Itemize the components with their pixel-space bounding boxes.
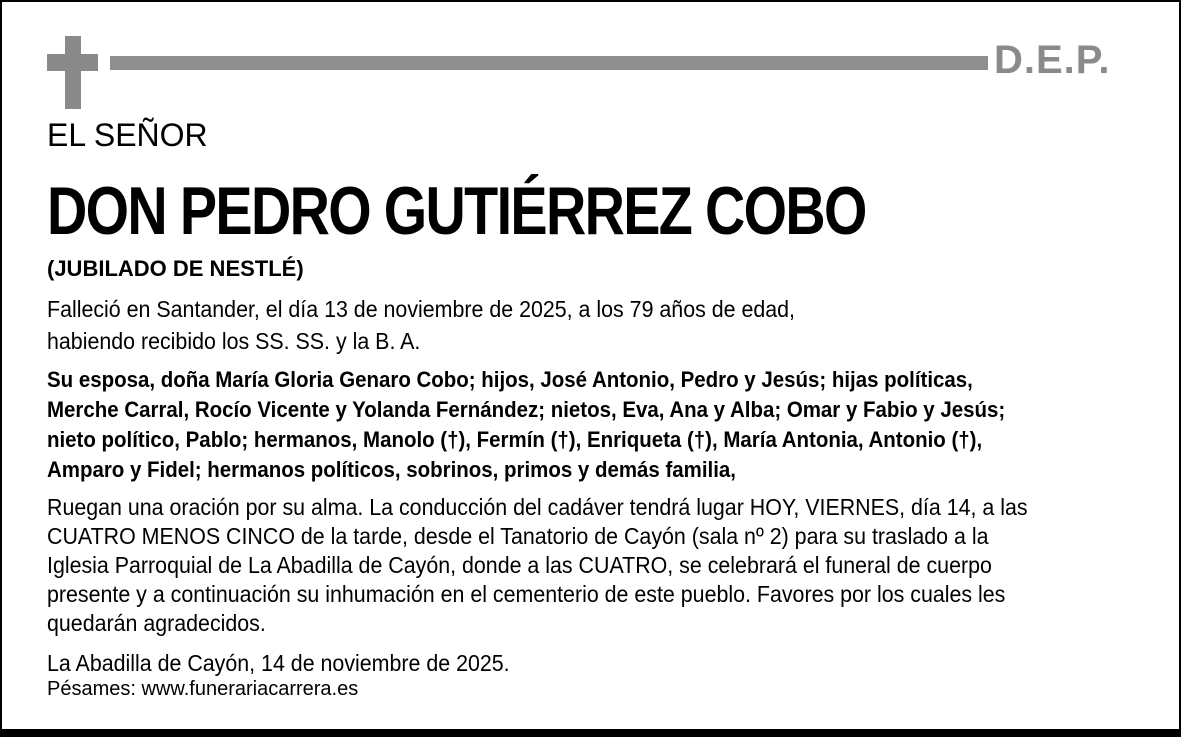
cross-icon [65, 36, 81, 109]
family-line: nieto político, Pablo; hermanos, Manolo (†), Fermín (†), Enriqueta (†), María Antonia, Antonio (†), [47, 427, 983, 452]
death-line: habiendo recibido los SS. SS. y la B. A. [47, 328, 421, 354]
condolences-link: Pésames: www.funerariacarrera.es [47, 678, 359, 700]
place-date: La Abadilla de Cayón, 14 de noviembre de 2025. [47, 650, 510, 676]
family-line: Merche Carral, Rocío Vicente y Yolanda Fernández; nietos, Eva, Ana y Alba; Omar y Fabio y Jesús; [47, 397, 1006, 422]
cross-icon-arm [47, 54, 98, 71]
ceremony-line: Ruegan una oración por su alma. La conducción del cadáver tendrá lugar HOY, VIERNES, día 14, a las [47, 494, 1028, 520]
ceremony-line: Iglesia Parroquial de La Abadilla de Cayón, donde a las CUATRO, se celebrará el funeral de cuerpo [47, 552, 992, 578]
family-line: Su esposa, doña María Gloria Genaro Cobo; hijos, José Antonio, Pedro y Jesús; hijas políticas, [47, 367, 973, 392]
header-rule [110, 56, 988, 70]
ceremony-line: quedarán agradecidos. [47, 610, 266, 636]
deceased-name: DON PEDRO GUTIÉRREZ COBO [47, 173, 866, 249]
ceremony-line: presente y a continuación su inhumación en el cementerio de este pueblo. Favores por los cuales les [47, 581, 1006, 607]
dep-label: D.E.P. [994, 38, 1111, 82]
family-line: Amparo y Fidel; hermanos políticos, sobrinos, primos y demás familia, [47, 457, 736, 482]
subtitle: (JUBILADO DE NESTLÉ) [47, 256, 304, 281]
ceremony-line: CUATRO MENOS CINCO de la tarde, desde el Tanatorio de Cayón (sala nº 2) para su traslado a la [47, 523, 989, 549]
death-line: Falleció en Santander, el día 13 de noviembre de 2025, a los 79 años de edad, [47, 296, 796, 322]
title-prefix: EL SEÑOR [47, 117, 208, 153]
